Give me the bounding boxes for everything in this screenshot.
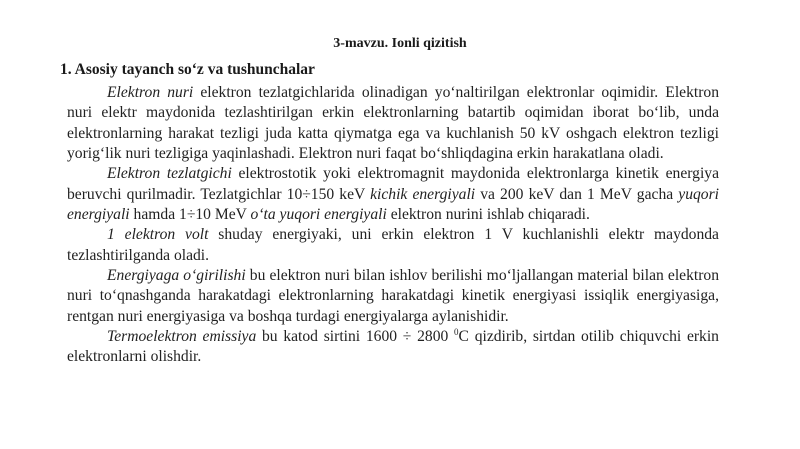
italic-phrase-ultra-high-energy: o‘ta yuqori energiyali: [250, 206, 387, 224]
definition-text: shuday energiyaki, uni erkin elektron 1 V kuchlanishli elektr maydonda tezlashtirilganda oladi.: [67, 226, 719, 264]
definition-text: bu katod sirtini 1600 ÷ 2800: [256, 328, 455, 346]
paragraph-electron-beam: [67, 83, 719, 164]
definition-text: elektrostotik yoki elektromagnit maydonida elektronlarga kinetik energiya beruvchi qurilmadir. Tezlatgichlar 10÷150 keV: [67, 165, 719, 203]
term-electron-accelerator: Elektron tezlatgichi: [107, 165, 232, 183]
document-body: [67, 83, 719, 368]
term-electron-beam: Elektron nuri: [107, 84, 194, 101]
definition-text: va 200 keV dan 1 MeV gacha: [475, 185, 679, 203]
italic-phrase-low-energy: kichik energiyali: [370, 185, 476, 203]
term-energy-conversion: Energiyaga o‘girilishi: [107, 267, 246, 285]
document-title: 3-mavzu. Ionli qizitish: [333, 36, 467, 51]
definition-text: elektron nurini ishlab chiqaradi.: [386, 206, 590, 224]
paragraph-thermionic-emission: [67, 327, 719, 368]
degree-superscript: 0: [454, 327, 459, 338]
term-thermionic-emission: Termoelektron emissiya: [107, 328, 257, 346]
paragraph-energy-conversion: [67, 266, 719, 327]
italic-phrase-high-energy: yuqori energiyali: [67, 185, 719, 224]
definition-text: C qizdirib, sirtdan otilib chiquvchi erkin elektronlarni olishdir.: [67, 328, 719, 366]
definition-text: elektron tezlatgichlarida olinadigan yo‘naltirilgan elektronlar oqimidir. Elektron nuri elektr maydonida tezlashtirilgan erkin elektronlarning batartib oqimidan iborat bo‘lib, unda elektronlarning harakat tezligi juda katta qiymatga ega va kuchlanish 50 kV oshgach elektron tezligi yorig‘lik nuri tezligiga yaqinlashadi. Elektron nuri faqat bo‘shliqdagina erkin harakatlana oladi.: [67, 84, 720, 163]
term-electron-volt: 1 elektron volt: [107, 226, 209, 244]
definition-text: hamda 1÷10 MeV: [129, 206, 251, 224]
definition-text: bu elektron nuri bilan ishlov berilishi mo‘ljallangan material bilan elektron nuri to‘qnashganda harakatdagi elektronlarning harakatdagi kinetik energiyasi issiqlik energiyasiga, rentgan nuri energiyasiga va boshqa turdagi energiyalarga aylanishidir.: [67, 267, 719, 325]
section-heading: 1. Asosiy tayanch so‘z va tushunchalar: [60, 61, 315, 78]
paragraph-electron-volt: [67, 225, 719, 266]
paragraph-electron-accelerator: [67, 164, 719, 225]
